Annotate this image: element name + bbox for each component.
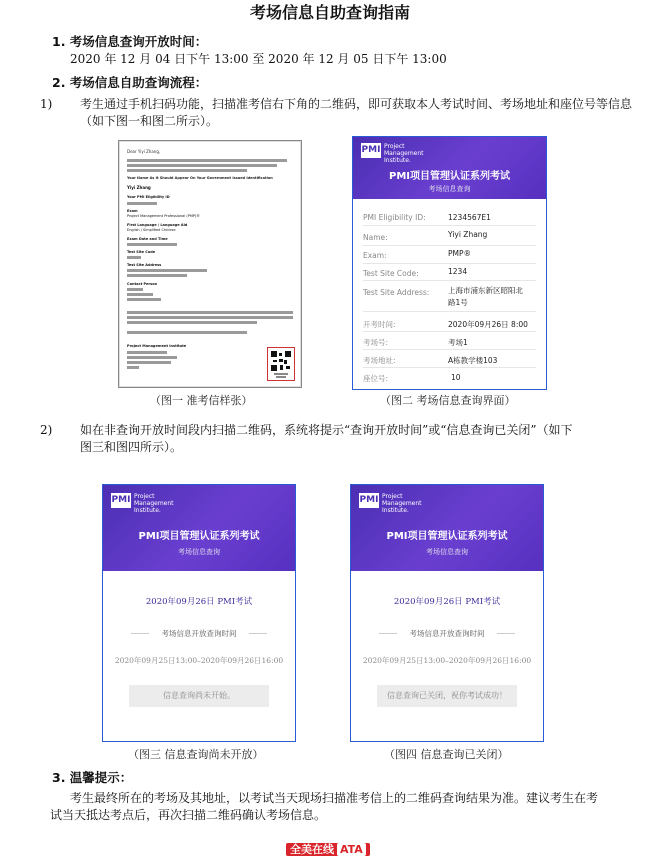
header-title: PMI项目管理认证系列考试 — [388, 171, 510, 182]
admission-letter-figure — [118, 140, 302, 388]
pmi-header — [353, 137, 546, 199]
header-subtitle: 考场信息查询 — [428, 185, 471, 193]
field-value: 1234567E1 — [448, 213, 491, 222]
letter-name-label: Your Name As It Should Appear On Your Government Issued Identification — [127, 176, 273, 180]
letter-text-line — [127, 331, 247, 334]
pmi-logo-icon: PMI — [361, 143, 381, 158]
closed-message: 信息查询已关闭，祝你考试成功！ — [377, 685, 517, 707]
item-1-number: 1) — [40, 97, 53, 111]
letter-text-line — [127, 243, 177, 246]
field-value: 10 — [451, 373, 461, 382]
logo-line: Management — [384, 150, 424, 157]
field-label: Test Site Code: — [363, 269, 419, 278]
header-subtitle: 考场信息查询 — [178, 548, 220, 556]
item-1-line-2: （如下图一和图二所示）。 — [80, 114, 219, 128]
letter-org-name: Project Management Institute — [127, 344, 187, 348]
divider — [363, 367, 536, 368]
section-1-heading: 1. 考场信息查询开放时间： — [52, 34, 208, 49]
letter-lang-label: First Language / Language Aid — [127, 223, 188, 227]
letter-text-line — [127, 356, 177, 359]
section-1-text: 2020 年 12 月 04 日下午 13:00 至 2020 年 12 月 05 日下午 13:00 — [70, 52, 447, 66]
letter-text-line — [127, 256, 141, 259]
field-value: 1234 — [448, 267, 468, 276]
field-value: 上海市浦东新区昭阳北 — [448, 286, 523, 295]
open-time-range: 2020年09月25日13:00–2020年09月26日16:00 — [114, 656, 284, 665]
pmi-logo — [111, 493, 174, 514]
figure-3-caption: （图三 信息查询尚未开放） — [128, 748, 264, 761]
divider — [363, 263, 536, 264]
field-label: 座位号: — [363, 374, 389, 383]
letter-name-value: Yiyi Zhang — [127, 185, 151, 190]
letter-text-line — [127, 316, 293, 319]
query-interface-figure — [352, 136, 547, 390]
field-label: Name: — [363, 233, 388, 242]
section-3-line-1: 考生最终所在的考场及其地址，以考试当天现场扫描准考信上的二维码查询结果为准。建议考生在考 — [70, 791, 599, 805]
letter-lang-value: English / Simplified Chinese — [127, 228, 176, 232]
page-title: 考场信息自助查询指南 — [249, 3, 410, 22]
item-1-line-1: 考生通过手机扫码功能，扫描准考信右下角的二维码，即可获取本人考试时间、考场地址和座位号等信息 — [80, 97, 633, 111]
field-value: 考场1 — [448, 338, 468, 347]
letter-contact-label: Contact Person — [127, 282, 158, 286]
field-label: Test Site Address: — [363, 288, 430, 297]
header-title: PMI项目管理认证系列考试 — [386, 531, 508, 542]
logo-line: Institute. — [134, 507, 161, 514]
field-value: PMP® — [448, 249, 472, 258]
letter-text-line — [127, 351, 167, 354]
pmi-header — [103, 485, 295, 571]
field-value: Yiyi Zhang — [448, 230, 488, 239]
divider — [363, 280, 536, 281]
item-2-line-2: 图三和图四所示）。 — [80, 440, 183, 454]
logo-line: Management — [134, 500, 174, 507]
letter-text-line — [127, 169, 247, 172]
field-label: 开考时间: — [363, 320, 396, 329]
letter-text-line — [127, 366, 139, 369]
pmi-logo — [359, 493, 422, 514]
divider — [249, 633, 267, 634]
field-label: PMI Eligibility ID: — [363, 213, 426, 222]
header-subtitle: 考场信息查询 — [426, 548, 468, 556]
letter-date-label: Exam Date and Time — [127, 237, 168, 241]
item-2-line-1: 如在非查询开放时间段内扫描二维码，系统将提示“查询开放时间”或“信息查询已关闭”（如下 — [80, 423, 573, 437]
logo-line: Project — [134, 493, 155, 500]
figure-1-caption: （图一 准考信样张） — [150, 394, 253, 407]
field-label: 考场地址: — [363, 356, 396, 365]
letter-text-line — [127, 361, 171, 364]
letter-text-line — [127, 293, 153, 296]
field-value: A栋教学楼103 — [448, 356, 498, 365]
letter-text-line — [127, 298, 161, 301]
letter-site-code-label: Test Site Code — [127, 250, 156, 254]
logo-line: Management — [382, 500, 422, 507]
pmi-header — [351, 485, 543, 571]
letter-text-line — [127, 164, 277, 167]
divider — [363, 349, 536, 350]
field-label: 考场号: — [363, 338, 389, 347]
exam-date: 2020年09月26日 PMI考试 — [393, 597, 501, 607]
logo-line: Institute. — [382, 507, 409, 514]
pmi-logo-icon: PMI — [359, 493, 379, 508]
open-time-label: 考场信息开放查询时间 — [409, 629, 485, 638]
letter-site-address-label: Test Site Address — [127, 263, 162, 267]
figure-4-caption: （图四 信息查询已关闭） — [384, 748, 509, 761]
field-label: Exam: — [363, 251, 387, 260]
not-open-message: 信息查询尚未开始。 — [129, 685, 269, 707]
item-2-number: 2) — [40, 423, 53, 437]
divider — [363, 331, 536, 332]
divider — [497, 633, 515, 634]
letter-text-line — [127, 288, 143, 291]
letter-text-line — [127, 159, 287, 162]
divider — [363, 225, 536, 226]
section-3-heading: 3. 温馨提示： — [52, 770, 133, 785]
logo-line: Project — [382, 493, 403, 500]
ata-logo-badge — [286, 843, 370, 856]
divider — [363, 311, 536, 312]
ata-logo — [286, 838, 370, 858]
section-2-heading: 2. 考场信息自助查询流程： — [52, 75, 208, 90]
brand-tag: ATA — [337, 843, 366, 856]
header-title: PMI项目管理认证系列考试 — [138, 531, 260, 542]
pmi-logo-icon: PMI — [111, 493, 131, 508]
qr-code-icon — [267, 347, 295, 381]
figure-2-caption: （图二 考场信息查询界面） — [380, 394, 516, 407]
open-time-label: 考场信息开放查询时间 — [161, 629, 237, 638]
query-closed-figure — [350, 484, 544, 742]
pmi-logo — [361, 143, 424, 164]
letter-text-line — [127, 269, 207, 272]
section-3-line-2: 试当天抵达考点后，再次扫描二维码确认考场信息。 — [50, 808, 327, 822]
logo-line: Institute. — [384, 157, 411, 164]
letter-exam-label: Exam — [127, 209, 138, 213]
letter-elig-label: Your PMI Eligibility ID — [127, 195, 170, 199]
letter-text-line — [127, 321, 257, 324]
field-value: 2020年09月26日 8:00 — [448, 320, 528, 329]
logo-line: Project — [384, 143, 405, 150]
query-not-open-figure — [102, 484, 296, 742]
letter-exam-value: Project Management Professional (PMP)® — [127, 214, 200, 218]
letter-greeting: Dear Yiyi Zhang, — [127, 149, 161, 154]
field-value: 路1号 — [448, 298, 468, 307]
letter-text-line — [127, 202, 157, 205]
letter-text-line — [127, 274, 187, 277]
divider — [363, 245, 536, 246]
exam-date: 2020年09月26日 PMI考试 — [145, 597, 253, 607]
brand-name: 全美在线 — [290, 843, 334, 856]
open-time-range: 2020年09月25日13:00–2020年09月26日16:00 — [362, 656, 532, 665]
letter-text-line — [127, 311, 293, 314]
